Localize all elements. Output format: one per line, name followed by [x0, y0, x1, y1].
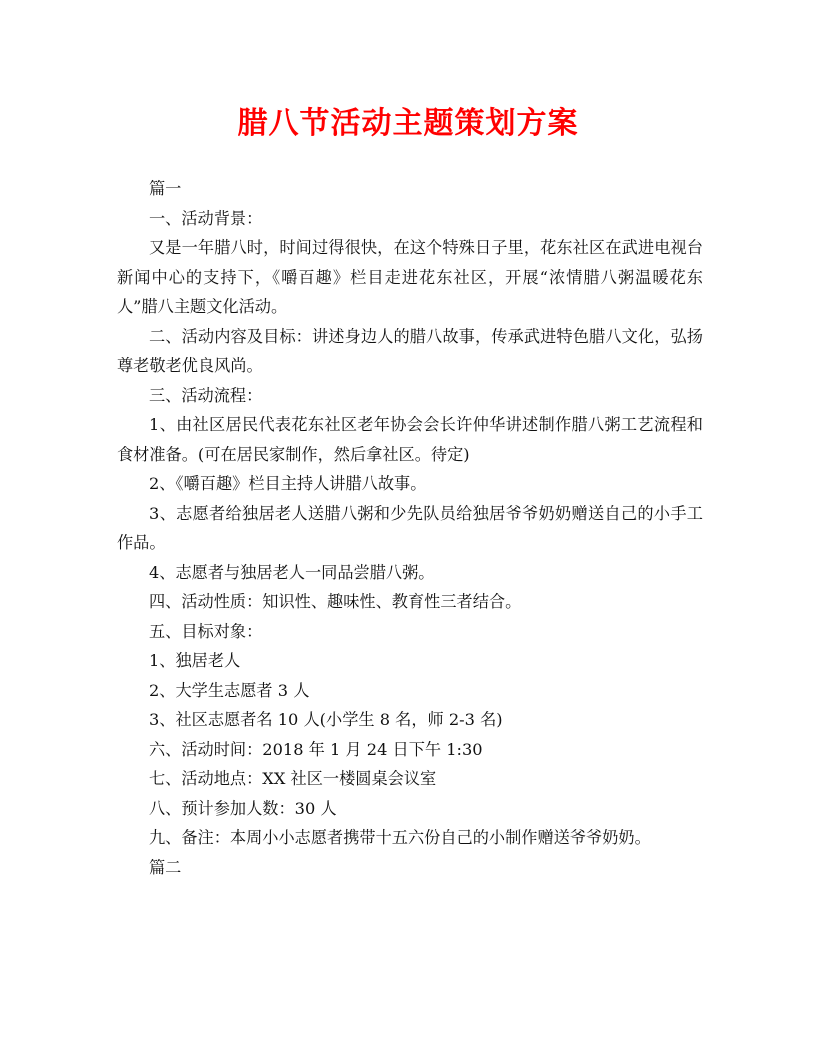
paragraph: 3、社区志愿者名 10 人(小学生 8 名，师 2-3 名) — [149, 710, 503, 729]
paragraph: 4、志愿者与独居老人一同品尝腊八粥。 — [149, 562, 435, 582]
paragraph: 六、活动时间：2018 年 1 月 24 日下午 1:30 — [149, 739, 483, 759]
paragraph: 二、活动内容及目标：讲述身边人的腊八故事，传承武进特色腊八文化，弘扬尊老敬老优良风尚。 — [117, 326, 703, 375]
paragraph: 四、活动性质：知识性、趣味性、教育性三者结合。 — [149, 592, 522, 611]
paragraph: 2、大学生志愿者 3 人 — [149, 680, 310, 700]
paragraph: 九、备注：本周小小志愿者携带十五六份自己的小制作赠送爷爷奶奶。 — [149, 828, 651, 847]
paragraph: 2、《嚼百趣》栏目主持人讲腊八故事。 — [149, 474, 427, 493]
document-body — [117, 174, 703, 882]
section-heading: 篇一 — [149, 179, 182, 198]
paragraph: 七、活动地点：XX 社区一楼圆桌会议室 — [149, 769, 437, 788]
paragraph: 三、活动流程： — [149, 385, 263, 405]
paragraph: 又是一年腊八时，时间过得很快，在这个特殊日子里，花东社区在武进电视台新闻中心的支持下，《嚼百趣》栏目走进花东社区，开展“浓情腊八粥温暖花东人”腊八主题文化活动。 — [117, 238, 703, 316]
paragraph: 一、活动背景： — [149, 208, 263, 228]
document-title: 腊八节活动主题策划方案 — [237, 106, 579, 141]
paragraph: 八、预计参加人数：30 人 — [149, 798, 337, 818]
paragraph: 1、独居老人 — [149, 651, 241, 670]
paragraph: 五、目标对象： — [149, 621, 263, 641]
paragraph: 3、志愿者给独居老人送腊八粥和少先队员给独居爷爷奶奶赠送自己的小手工作品。 — [117, 503, 703, 552]
section-heading: 篇二 — [149, 857, 182, 877]
paragraph: 1、由社区居民代表花东社区老年协会会长许仲华讲述制作腊八粥工艺流程和食材准备。(可在居民家制作，然后拿社区。待定) — [117, 415, 703, 464]
